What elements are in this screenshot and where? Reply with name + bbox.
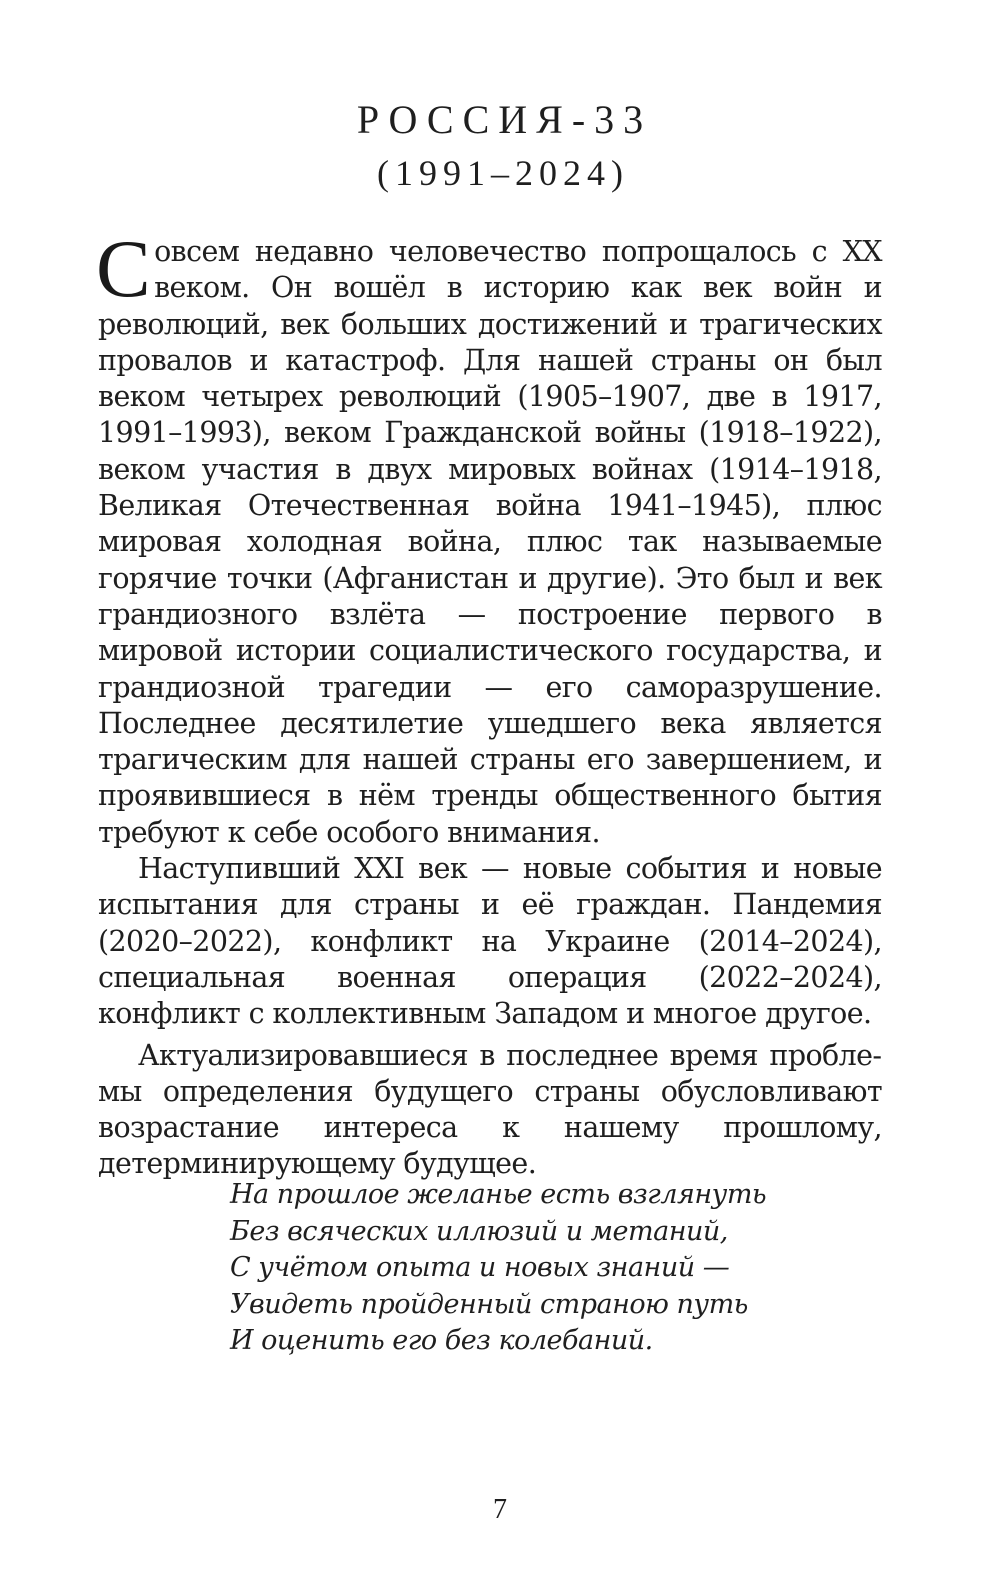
poem-line: Без всяческих иллюзий и метаний, — [230, 1215, 728, 1247]
poem-line: С учётом опыта и новых знаний — — [230, 1252, 730, 1283]
poem — [230, 1177, 766, 1360]
paragraph-2: Наступивший XXI век — новые события и новые испытания для страны и её граждан. Пандемия (2020–2022), конфликт на Украине (2014–2024), специальная военная операция (2022–2024), конфликт с коллективным Западом и многое другое. — [98, 852, 882, 1031]
paragraph-3: Актуализировавшиеся в последнее время проблемы определения будущего страны обусловливают возрастание интереса к нашему прошлому, детерминирующему будущее. — [98, 1038, 882, 1181]
drop-cap: С — [96, 223, 151, 314]
chapter-years: (1991–2024) — [377, 153, 629, 193]
poem-line: Увидеть пройденный страною путь — [230, 1288, 748, 1320]
chapter-title: РОССИЯ-33 — [356, 97, 653, 142]
paragraph-1 — [96, 223, 882, 851]
poem-line: И оценить его без колебаний. — [230, 1325, 653, 1356]
main-text — [96, 223, 882, 1183]
paragraph-1-text: овсем недавно человечество попрощалось с XX веком. Он вошёл в историю как век войн и революций, век больших достижений и трагических провалов и катастроф. Для нашей страны он был веком четырех революций (1905–1907, две в 1917, 1991–1993), веком Гражданской войны (1918–1922), веком участия в двух мировых войнах (1914–1918, Великая Отечественная война 1941–1945), плюс мировая холодная война, плюс так называемые горячие точки (Афганистан и другие). Это был и век грандиозного взлёта — построение первого в мировой истории социалистического государства, и грандиозной трагедии — его саморазрушение. Последнее десятилетие ушедшего века является трагическим для нашей страны его завершением, и проявившиеся в нём тренды общественного бытия требуют к себе особого внимания. — [98, 235, 882, 849]
page-number: 7 — [493, 1494, 507, 1525]
poem-line: На прошлое желанье есть взглянуть — [230, 1179, 767, 1210]
